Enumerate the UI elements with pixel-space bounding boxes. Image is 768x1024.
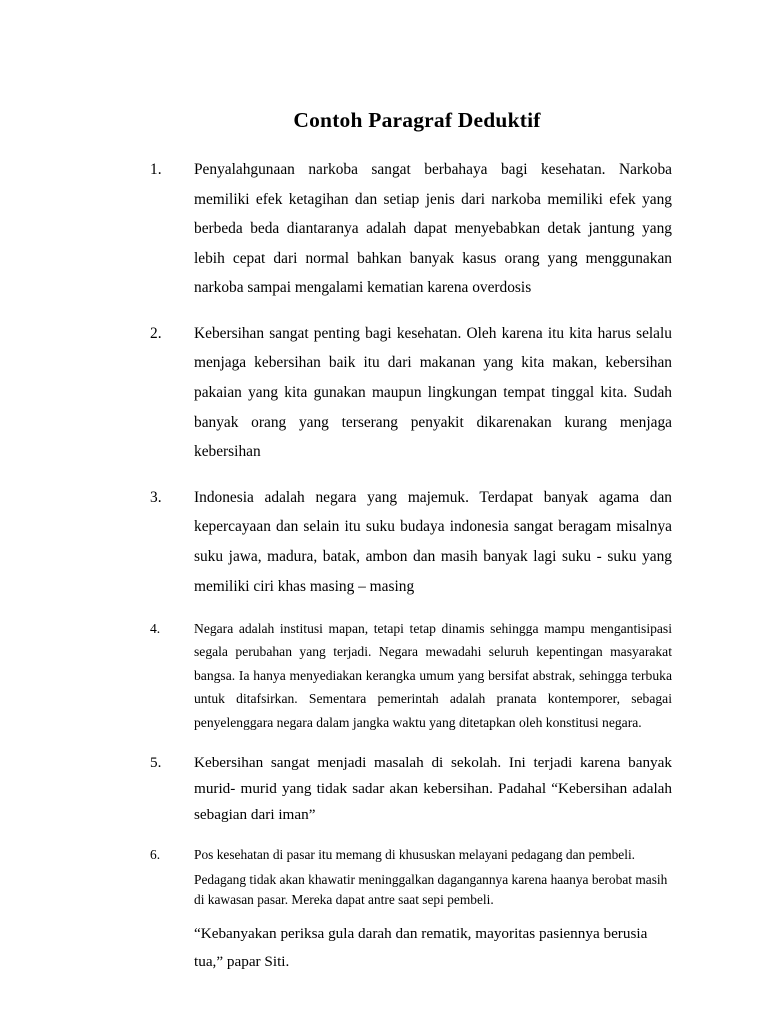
list-item-number: 2. bbox=[150, 324, 162, 342]
list-item bbox=[150, 617, 672, 734]
list-item-text: Pos kesehatan di pasar itu memang di khususkan melayani pedagang dan pembeli. bbox=[194, 847, 636, 863]
list-item-quote: “Kebanyakan periksa gula darah dan rematik, mayoritas pasiennya berusia tua,” papar Siti. bbox=[194, 925, 648, 971]
list-item-text: Kebersihan sangat menjadi masalah di sekolah. Ini terjadi karena banyak murid- murid yang tidak sadar akan kebersihan. Padahal “Kebersihan adalah sebagian dari iman” bbox=[194, 753, 672, 824]
list-item-text-continued: Pedagang tidak akan khawatir meninggalkan dagangannya karena haanya berobat masih di kawasan pasar. Mereka dapat antre saat sepi pembeli. bbox=[194, 871, 668, 907]
list-item-text: Kebersihan sangat penting bagi kesehatan. Oleh karena itu kita harus selalu menjaga kebersihan baik itu dari makanan yang kita makan, kebersihan pakaian yang kita gunakan maupun lingkungan tempat tinggal kita. Sudah banyak orang yang terserang penyakit dikarenakan kurang menjaga kebersihan bbox=[194, 324, 672, 461]
list-item bbox=[150, 155, 672, 303]
list-item-text: Indonesia adalah negara yang majemuk. Terdapat banyak agama dan kepercayaan dan selain itu suku budaya indonesia sangat beragam misalnya suku jawa, madura, batak, ambon dan masih banyak lagi suku - suku yang memiliki ciri khas masing – masing bbox=[194, 488, 672, 595]
page-title: Contoh Paragraf Deduktif bbox=[293, 108, 541, 132]
list-item-number: 6. bbox=[150, 847, 161, 863]
paragraph-list bbox=[150, 155, 672, 976]
list-item-text: Negara adalah institusi mapan, tetapi tetap dinamis sehingga mampu mengantisipasi segala perubahan yang terjadi. Negara mewadahi seluruh kepentingan masyarakat bangsa. Ia hanya menyediakan kerangka umum yang bersifat abstrak, sehingga terbuka untuk ditafsirkan. Sementara pemerintah adalah pranata kontemporer, sebagai penyelenggara negara dalam jangka waktu yang ditetapkan oleh konstitusi negara. bbox=[194, 621, 672, 730]
list-item-number: 1. bbox=[150, 161, 162, 178]
list-item bbox=[150, 750, 672, 828]
list-item bbox=[150, 844, 672, 976]
list-item-text: Penyalahgunaan narkoba sangat berbahaya bagi kesehatan. Narkoba memiliki efek ketagihan dan setiap jenis dari narkoba memiliki efek yang berbeda beda diantaranya adalah dapat menyebabkan detak jantung yang lebih cepat dari normal bahkan banyak kasus orang yang menggunakan narkoba sampai mengalami kematian karena overdosis bbox=[194, 161, 672, 297]
list-item bbox=[150, 483, 672, 601]
list-item-number: 5. bbox=[150, 753, 162, 771]
list-item-number: 3. bbox=[150, 488, 162, 506]
list-item bbox=[150, 319, 672, 467]
list-item-number: 4. bbox=[150, 621, 161, 637]
